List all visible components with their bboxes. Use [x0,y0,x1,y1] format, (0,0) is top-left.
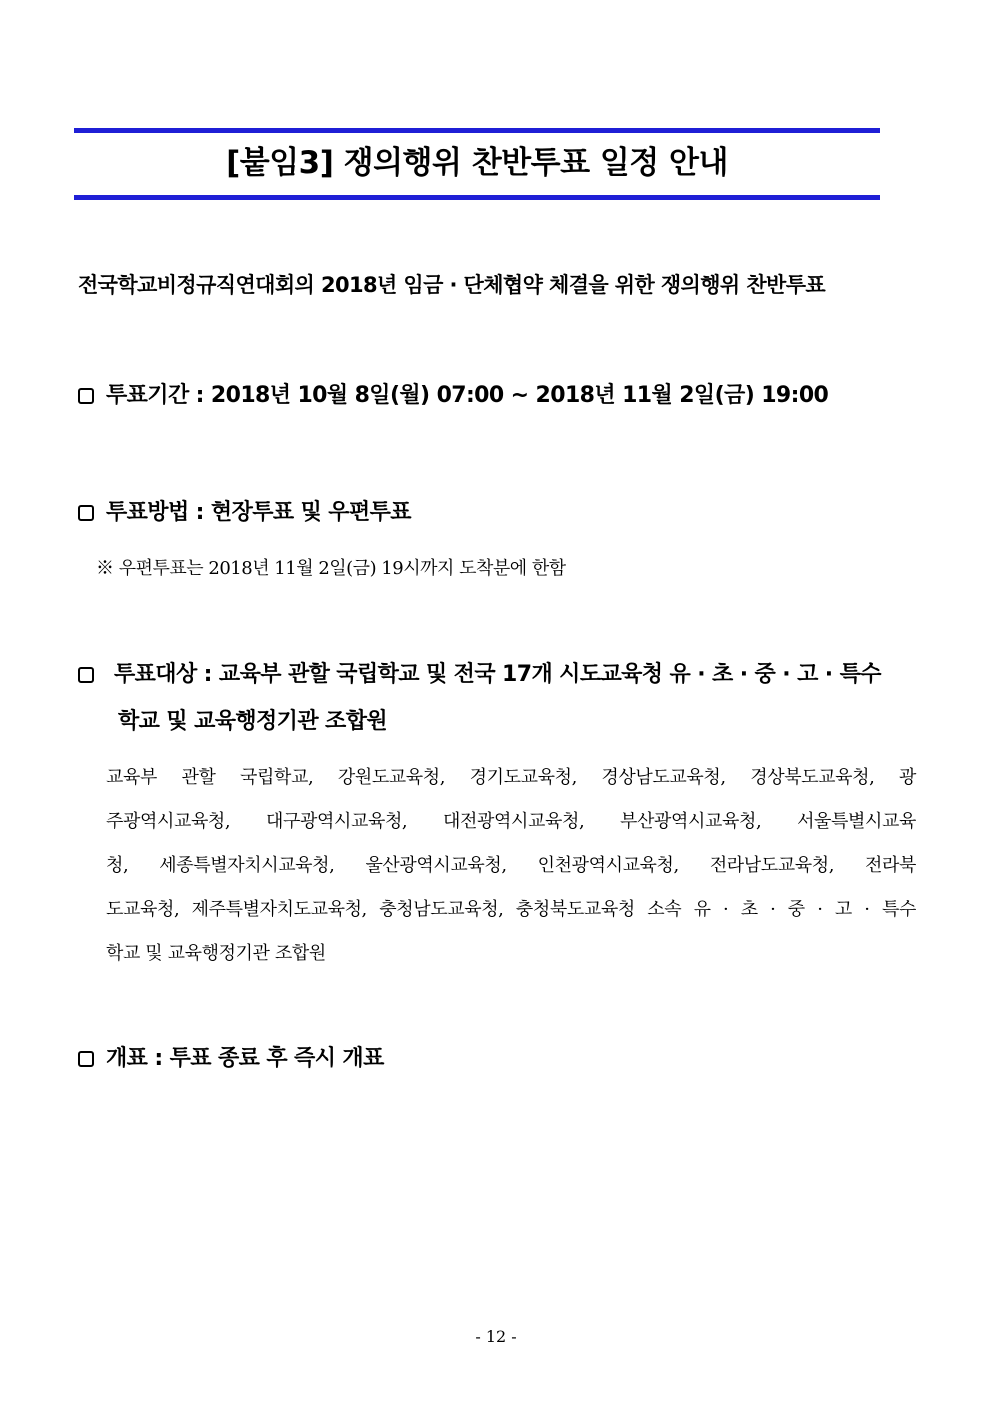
period-text: 투표기간 : 2018년 10월 8일(월) 07:00 ~ 2018년 11월 2일(금) 19:00 [106,383,829,408]
page-title: [붙임3] 쟁의행위 찬반투표 일정 안내 [226,145,728,181]
method-note: ※ 우편투표는 2018년 11월 2일(금) 19시까지 도착분에 한함 [96,558,566,579]
target-item [78,660,881,690]
target-list-line: 학교 및 교육행정기관 조합원 [106,943,326,964]
period-item [78,381,828,411]
checkbox-icon [78,667,94,683]
target-text-continued: 학교 및 교육행정기관 조합원 [118,709,388,734]
count-text: 개표 : 투표 종료 후 즉시 개표 [106,1046,384,1071]
target-list-line: 도교육청, 제주특별자치도교육청, 충청남도교육청, 충청북도교육청 소속 유 · 초 · 중 · 고 · 특수 [106,899,916,920]
checkbox-icon [78,1051,94,1067]
checkbox-icon [78,388,94,404]
target-text: 투표대상 : 교육부 관할 국립학교 및 전국 17개 시도교육청 유 · 초 · 중 · 고 · 특수 [114,662,881,687]
title-bottom-rule [74,195,880,200]
target-list-line: 주광역시교육청, 대구광역시교육청, 대전광역시교육청, 부산광역시교육청, 서울특별시교육 [106,811,916,832]
target-list-line: 청, 세종특별자치시교육청, 울산광역시교육청, 인천광역시교육청, 전라남도교육청, 전라북 [106,855,916,876]
method-item [78,498,411,528]
document-subtitle: 전국학교비정규직연대회의 2018년 임금 · 단체협약 체결을 위한 쟁의행위 찬반투표 [78,273,826,297]
checkbox-icon [78,505,94,521]
target-list-line: 교육부 관할 국립학교, 강원도교육청, 경기도교육청, 경상남도교육청, 경상북도교육청, 광 [106,767,916,788]
count-item [78,1044,384,1074]
title-top-rule [74,128,880,133]
method-text: 투표방법 : 현장투표 및 우편투표 [106,500,411,525]
target-list [106,763,916,983]
page-number: - 12 - [475,1327,517,1346]
title-box [74,128,880,200]
